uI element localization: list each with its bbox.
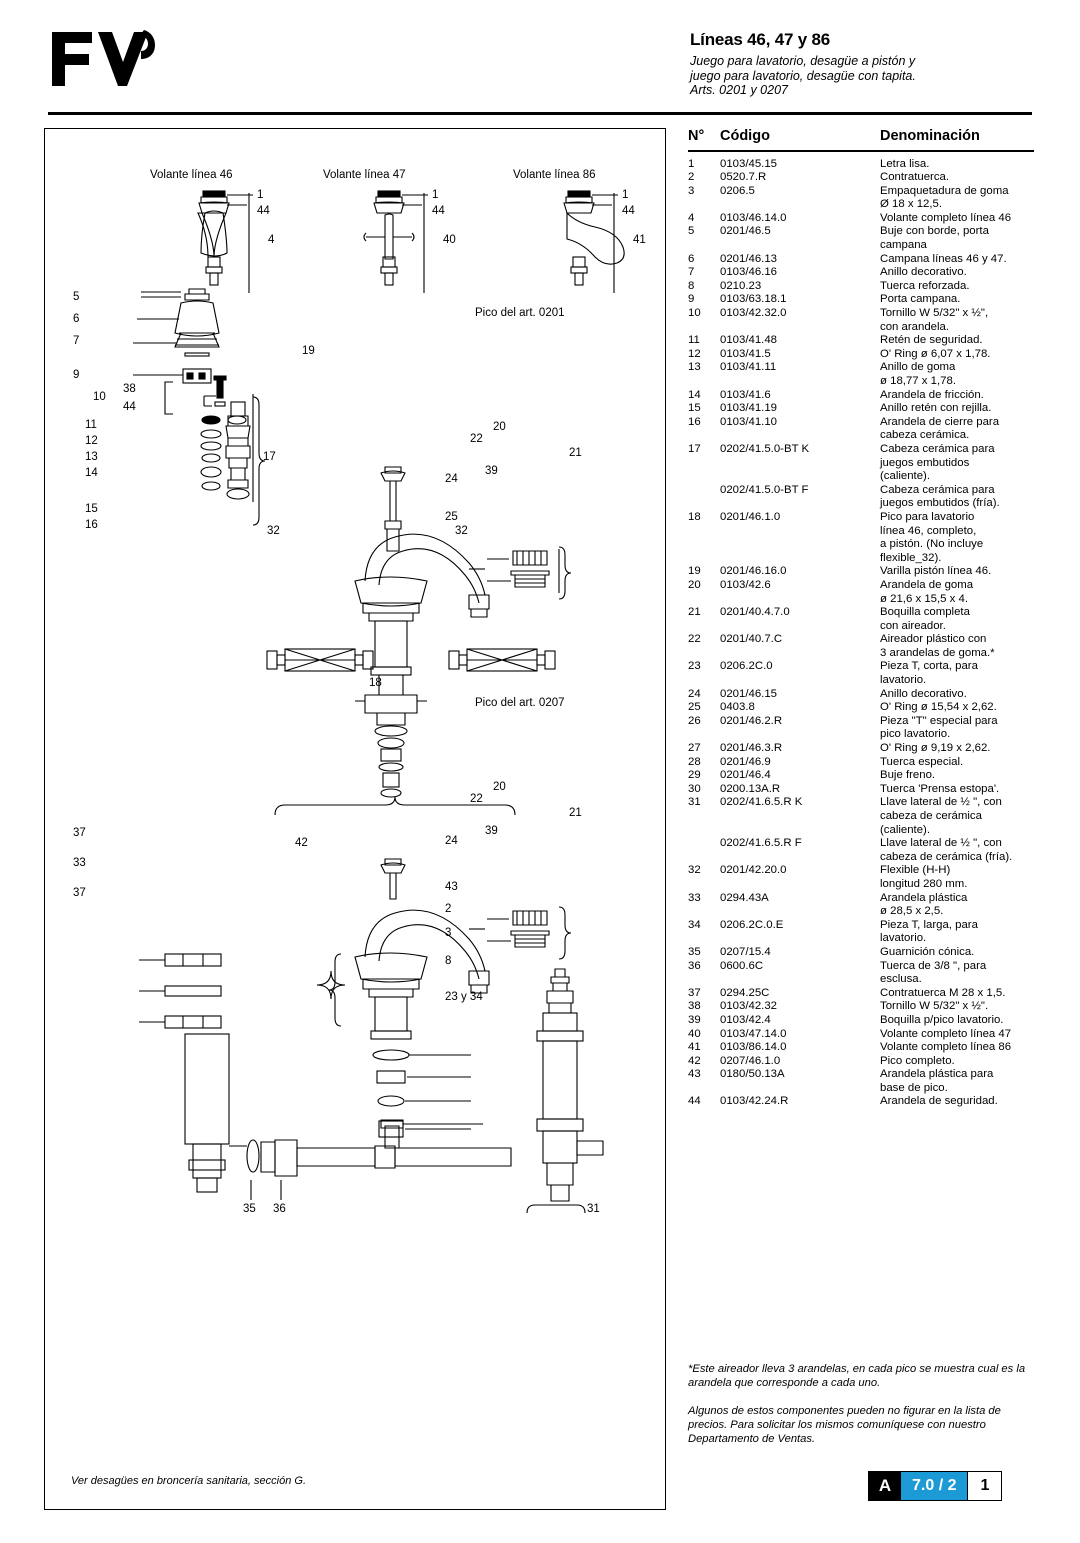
cell-denomination: Arandela plástica ø 28,5 x 2,5. — [880, 891, 968, 918]
cell-code: 0103/45.15 — [720, 157, 778, 170]
cell-code: 0201/46.3.R — [720, 742, 783, 755]
diagram-drawing — [45, 129, 666, 1510]
callout-1a: 1 — [257, 189, 264, 201]
table-row — [688, 225, 1034, 252]
cell-denomination: Pieza "T" especial para pico lavatorio. — [880, 714, 998, 741]
badge-page: 1 — [967, 1472, 1001, 1500]
table-row — [688, 742, 1034, 756]
cell-code: 0207/15.4 — [720, 945, 771, 958]
cell-code: 0294.25C — [720, 986, 770, 999]
callout-11: 11 — [85, 419, 97, 431]
subtitle-line-3: Arts. 0201 y 0207 — [690, 83, 788, 97]
cell-number: 27 — [688, 742, 701, 755]
cell-denomination: Aireador plástico con 3 arandelas de goma.* — [880, 633, 995, 659]
cell-denomination: Tuerca especial. — [880, 755, 964, 768]
cell-number: 31 — [688, 796, 701, 809]
cell-denomination: Arandela de seguridad. — [880, 1095, 998, 1108]
page-header — [0, 0, 1080, 122]
table-row — [688, 1095, 1034, 1109]
cell-denomination: Anillo de goma ø 18,77 x 1,78. — [880, 361, 956, 387]
note-componentes: Algunos de estos componentes pueden no figurar en la lista de precios. Para solicitar los mismos comuníquese con nuestro Departamento de Ventas. — [688, 1405, 1001, 1445]
table-row — [688, 1055, 1034, 1069]
cell-denomination: Pico para lavatorio línea 46, completo, a pistón. (No incluye flexible_32). — [880, 510, 984, 564]
callout-32b: 32 — [455, 525, 468, 537]
cell-denomination: Tornillo W 5/32" x ½". — [880, 1000, 989, 1013]
cell-code: 0206.5 — [720, 184, 755, 197]
cell-denomination: Arandela de goma ø 21,6 x 15,5 x 4. — [880, 578, 974, 605]
cell-code: 0201/46.5 — [720, 225, 771, 238]
cell-code: 0201/40.7.C — [720, 633, 783, 646]
callout-13: 13 — [85, 451, 98, 463]
table-row — [688, 1014, 1034, 1028]
cell-denomination: Porta campana. — [880, 293, 961, 306]
cell-number: 3 — [688, 184, 695, 197]
cell-number: 10 — [688, 307, 701, 320]
cell-denomination: O' Ring ø 9,19 x 2,62. — [880, 742, 991, 755]
cell-number: 13 — [688, 361, 701, 374]
cell-number: 25 — [688, 701, 701, 714]
cell-code: 0201/40.4.7.0 — [720, 606, 790, 619]
cell-number: 37 — [688, 986, 701, 999]
cell-denomination: Tornillo W 5/32" x ½", con arandela. — [880, 307, 989, 333]
callout-42: 42 — [295, 837, 308, 849]
cell-code: 0103/41.6 — [720, 388, 771, 401]
cell-code: 0103/42.24.R — [720, 1095, 789, 1108]
callout-2: 2 — [445, 903, 452, 915]
callout-44b: 44 — [432, 205, 445, 217]
cell-code: 0103/63.18.1 — [720, 293, 787, 306]
cell-number: 29 — [688, 769, 701, 782]
callout-15: 15 — [85, 503, 98, 515]
callout-21a: 21 — [569, 447, 582, 459]
cell-number: 18 — [688, 510, 701, 523]
table-row — [688, 402, 1034, 416]
page-subtitle — [690, 54, 1060, 98]
table-row — [688, 579, 1034, 606]
note-aireador: *Este aireador lleva 3 arandelas, en cada pico se muestra cual es la arandela que corresponde a cada uno. — [688, 1363, 1026, 1389]
cell-denomination: Guarnición cónica. — [880, 945, 975, 958]
cell-number — [688, 837, 720, 864]
callout-44d: 44 — [123, 401, 136, 413]
cell-code: 0201/46.13 — [720, 252, 778, 265]
table-row — [688, 348, 1034, 362]
cell-number: 36 — [688, 959, 701, 972]
cell-code: 0294.43A — [720, 891, 769, 904]
table-row — [688, 960, 1034, 987]
cell-denomination: Tuerca reforzada. — [880, 279, 970, 292]
callout-16: 16 — [85, 519, 98, 531]
cell-code: 0201/46.1.0 — [720, 510, 781, 523]
cell-code: 0201/46.16.0 — [720, 565, 787, 578]
table-header-divider — [688, 150, 1034, 152]
callout-7: 7 — [73, 335, 80, 347]
table-header-row — [688, 128, 1034, 150]
callout-40: 40 — [443, 234, 456, 246]
cell-code: 0201/46.15 — [720, 687, 778, 700]
callout-18: 18 — [369, 677, 382, 689]
cell-number: 8 — [688, 279, 695, 292]
cell-number: 16 — [688, 415, 701, 428]
table-row — [688, 212, 1034, 226]
cell-code: 0206.2C.0.E — [720, 918, 784, 931]
cell-code: 0103/41.19 — [720, 402, 778, 415]
table-row — [688, 334, 1034, 348]
cell-denomination: Arandela de fricción. — [880, 388, 984, 401]
table-row — [688, 185, 1034, 212]
cell-code: 0201/42.20.0 — [720, 864, 787, 877]
cell-denomination: Cabeza cerámica para juegos embutidos (caliente). — [880, 442, 995, 483]
callout-39a: 39 — [485, 465, 498, 477]
table-row — [688, 416, 1034, 443]
header-text-block — [690, 30, 1060, 98]
table-row — [688, 864, 1034, 891]
cell-number: 43 — [688, 1068, 701, 1081]
table-row — [688, 660, 1034, 687]
cell-code: 0202/41.6.5.R F — [720, 837, 802, 850]
cell-denomination: Contratuerca. — [880, 171, 950, 184]
callout-14: 14 — [85, 467, 98, 479]
callout-37a: 37 — [73, 827, 86, 839]
callout-9: 9 — [73, 369, 80, 381]
header-code: Código — [720, 128, 770, 144]
cell-code: 0201/46.9 — [720, 755, 771, 768]
table-row — [688, 633, 1034, 660]
callout-5: 5 — [73, 291, 80, 303]
cell-code: 0103/42.4 — [720, 1013, 771, 1026]
cell-denomination: Pieza T, larga, para lavatorio. — [880, 918, 978, 945]
callout-1b: 1 — [432, 189, 439, 201]
cell-code: 0180/50.13A — [720, 1068, 785, 1081]
cell-code: 0103/46.16 — [720, 266, 778, 279]
callout-36: 36 — [273, 1203, 286, 1215]
cell-code: 0520.7.R — [720, 171, 767, 184]
subtitle-line-2: juego para lavatorio, desagüe con tapita. — [690, 68, 916, 83]
cell-number: 4 — [688, 211, 695, 224]
callout-20a: 20 — [493, 421, 506, 433]
cell-number — [688, 484, 720, 511]
table-row — [688, 253, 1034, 267]
cell-denomination: Cabeza cerámica para juegos embutidos (fría). — [880, 483, 1000, 510]
table-row — [688, 293, 1034, 307]
cell-number: 14 — [688, 388, 701, 401]
table-row — [688, 715, 1034, 742]
cell-denomination: Campana líneas 46 y 47. — [880, 252, 1007, 265]
diagram-footnote: Ver desagües en broncería sanitaria, sección G. — [71, 1475, 307, 1487]
cell-denomination: Llave lateral de ½ ", con cabeza de cerámica (caliente). — [880, 796, 1002, 836]
callout-bracket-4: 4 — [268, 234, 275, 246]
cell-code: 0103/86.14.0 — [720, 1041, 787, 1054]
cell-denomination: Letra lisa. — [880, 157, 930, 170]
cell-code: 0103/42.32.0 — [720, 307, 787, 320]
cell-number: 23 — [688, 660, 701, 673]
cell-denomination: Arandela de cierre para cabeza cerámica. — [880, 415, 1000, 442]
callout-43: 43 — [445, 881, 458, 893]
cell-denomination: O' Ring ø 15,54 x 2,62. — [880, 701, 997, 714]
callout-3: 3 — [445, 927, 452, 939]
cell-number: 17 — [688, 442, 701, 455]
label-pico-0207: Pico del art. 0207 — [475, 697, 565, 709]
cell-number: 44 — [688, 1095, 701, 1108]
cell-code: 0103/42.6 — [720, 578, 771, 591]
cell-number: 7 — [688, 266, 695, 279]
table-row — [688, 361, 1034, 388]
cell-denomination: Volante completo línea 86 — [880, 1041, 1012, 1054]
cell-number: 40 — [688, 1027, 701, 1040]
cell-number: 34 — [688, 918, 701, 931]
cell-denomination: Varilla pistón línea 46. — [880, 565, 992, 578]
callout-6: 6 — [73, 313, 80, 325]
cell-code: 0202/41.5.0-BT F — [720, 483, 809, 496]
cell-denomination: Buje con borde, porta campana — [880, 225, 989, 252]
table-row — [688, 565, 1034, 579]
cell-code: 0103/41.10 — [720, 415, 778, 428]
cell-denomination: Anillo decorativo. — [880, 687, 967, 700]
cell-code: 0207/46.1.0 — [720, 1054, 781, 1067]
table-row — [688, 919, 1034, 946]
callout-31: 31 — [587, 1203, 600, 1215]
callout-1c: 1 — [622, 189, 629, 201]
fv-logo — [48, 28, 158, 90]
table-row — [688, 892, 1034, 919]
header-denomination: Denominación — [880, 128, 980, 144]
cell-number: 30 — [688, 782, 701, 795]
label-volante-86: Volante línea 86 — [513, 169, 596, 181]
cell-number: 11 — [688, 334, 700, 347]
cell-number: 12 — [688, 347, 701, 360]
cell-code: 0403.8 — [720, 701, 755, 714]
table-row — [688, 837, 1034, 864]
callout-4: 44 — [257, 205, 270, 217]
table-row — [688, 987, 1034, 1001]
cell-code: 0200.13A.R — [720, 782, 781, 795]
table-notes — [688, 1362, 1034, 1460]
cell-denomination: Volante completo línea 46 — [880, 211, 1012, 224]
table-row — [688, 158, 1034, 172]
cell-denomination: Boquilla completa con aireador. — [880, 606, 970, 632]
cell-denomination: O' Ring ø 6,07 x 1,78. — [880, 347, 991, 360]
callout-32a: 32 — [267, 525, 280, 537]
callout-25: 25 — [445, 511, 458, 523]
table-row — [688, 783, 1034, 797]
callout-12: 12 — [85, 435, 98, 447]
subtitle-line-1: Juego para lavatorio, desagüe a pistón y — [690, 54, 916, 68]
table-row — [688, 769, 1034, 783]
cell-denomination: Pico completo. — [880, 1054, 955, 1067]
cell-code: 0103/42.32 — [720, 1000, 778, 1013]
cell-denomination: Boquilla p/pico lavatorio. — [880, 1013, 1004, 1026]
table-row — [688, 171, 1034, 185]
cell-denomination: Retén de seguridad. — [880, 334, 983, 347]
table-row — [688, 389, 1034, 403]
callout-41: 41 — [633, 234, 646, 246]
table-row — [688, 756, 1034, 770]
table-body — [688, 158, 1034, 1110]
label-pico-0201: Pico del art. 0201 — [475, 307, 565, 319]
callout-10: 10 — [93, 391, 106, 403]
table-row — [688, 796, 1034, 837]
cell-denomination: Anillo decorativo. — [880, 266, 967, 279]
header-number: N° — [688, 128, 705, 144]
callout-21b: 21 — [569, 807, 582, 819]
table-row — [688, 946, 1034, 960]
table-row — [688, 484, 1034, 511]
cell-number: 5 — [688, 225, 695, 238]
cell-number: 9 — [688, 293, 695, 306]
callout-38: 38 — [123, 383, 136, 395]
cell-denomination: Buje freno. — [880, 769, 936, 782]
cell-code: 0210.23 — [720, 279, 762, 292]
cell-number: 38 — [688, 1000, 701, 1013]
callout-24a: 24 — [445, 473, 458, 485]
cell-denomination: Tuerca 'Prensa estopa'. — [880, 782, 1000, 795]
callout-24b: 24 — [445, 835, 458, 847]
table-row — [688, 307, 1034, 334]
table-row — [688, 280, 1034, 294]
cell-denomination: Volante completo línea 47 — [880, 1027, 1012, 1040]
cell-code: 0202/41.6.5.R K — [720, 796, 803, 809]
cell-code: 0600.6C — [720, 959, 764, 972]
table-row — [688, 266, 1034, 280]
table-row — [688, 606, 1034, 633]
callout-33: 33 — [73, 857, 86, 869]
table-row — [688, 701, 1034, 715]
cell-number: 41 — [688, 1041, 701, 1054]
cell-code: 0103/41.11 — [720, 361, 777, 374]
cell-code: 0201/46.4 — [720, 769, 771, 782]
cell-denomination: Flexible (H-H) longitud 280 mm. — [880, 864, 968, 890]
cell-code: 0103/41.48 — [720, 334, 778, 347]
cell-number: 6 — [688, 252, 695, 265]
callout-35: 35 — [243, 1203, 256, 1215]
table-row — [688, 1028, 1034, 1042]
callout-22a: 22 — [470, 433, 483, 445]
cell-denomination: Tuerca de 3/8 ", para esclusa. — [880, 959, 987, 986]
callout-19: 19 — [302, 345, 315, 357]
table-row — [688, 1068, 1034, 1095]
cell-number: 24 — [688, 687, 701, 700]
callout-23-34: 23 y 34 — [445, 991, 483, 1003]
parts-table — [688, 128, 1034, 1109]
cell-code: 0202/41.5.0-BT K — [720, 442, 810, 455]
page-badge — [868, 1471, 1002, 1501]
cell-code: 0103/41.5 — [720, 347, 771, 360]
cell-number: 42 — [688, 1054, 701, 1067]
table-row — [688, 511, 1034, 565]
cell-denomination: Contratuerca M 28 x 1,5. — [880, 986, 1006, 999]
cell-number: 22 — [688, 633, 701, 646]
callout-20b: 20 — [493, 781, 506, 793]
cell-number: 20 — [688, 578, 701, 591]
badge-letter: A — [869, 1472, 901, 1500]
cell-number: 19 — [688, 565, 701, 578]
callout-8: 8 — [445, 955, 452, 967]
page-title: Líneas 46, 47 y 86 — [690, 30, 831, 49]
badge-section: 7.0 / 2 — [901, 1472, 967, 1500]
cell-number: 15 — [688, 402, 701, 415]
cell-code: 0103/46.14.0 — [720, 211, 787, 224]
cell-denomination: Anillo retén con rejilla. — [880, 402, 992, 415]
cell-denomination: Empaquetadura de goma Ø 18 x 12,5. — [880, 184, 1009, 211]
cell-denomination: Pieza T, corta, para lavatorio. — [880, 660, 978, 687]
cell-number: 21 — [688, 606, 701, 619]
callout-37b: 37 — [73, 887, 86, 899]
cell-number: 26 — [688, 714, 701, 727]
cell-denomination: Arandela plástica para base de pico. — [880, 1068, 994, 1094]
cell-number: 35 — [688, 945, 701, 958]
table-row — [688, 443, 1034, 484]
cell-number: 39 — [688, 1013, 701, 1026]
callout-44c: 44 — [622, 205, 635, 217]
cell-number: 1 — [688, 157, 695, 170]
cell-number: 2 — [688, 171, 695, 184]
table-row — [688, 688, 1034, 702]
cell-number: 33 — [688, 891, 701, 904]
cell-code: 0206.2C.0 — [720, 660, 773, 673]
header-divider — [48, 112, 1032, 115]
callout-17: 17 — [263, 451, 276, 463]
label-volante-46: Volante línea 46 — [150, 169, 233, 181]
cell-number: 32 — [688, 864, 701, 877]
label-volante-47: Volante línea 47 — [323, 169, 406, 181]
cell-denomination: Llave lateral de ½ ", con cabeza de cerámica (fría). — [880, 837, 1013, 863]
cell-code: 0201/46.2.R — [720, 714, 783, 727]
cell-number: 28 — [688, 755, 701, 768]
callout-22b: 22 — [470, 793, 483, 805]
table-row — [688, 1041, 1034, 1055]
table-row — [688, 1000, 1034, 1014]
exploded-diagram-panel — [44, 128, 666, 1510]
cell-code: 0103/47.14.0 — [720, 1027, 787, 1040]
callout-39b: 39 — [485, 825, 498, 837]
